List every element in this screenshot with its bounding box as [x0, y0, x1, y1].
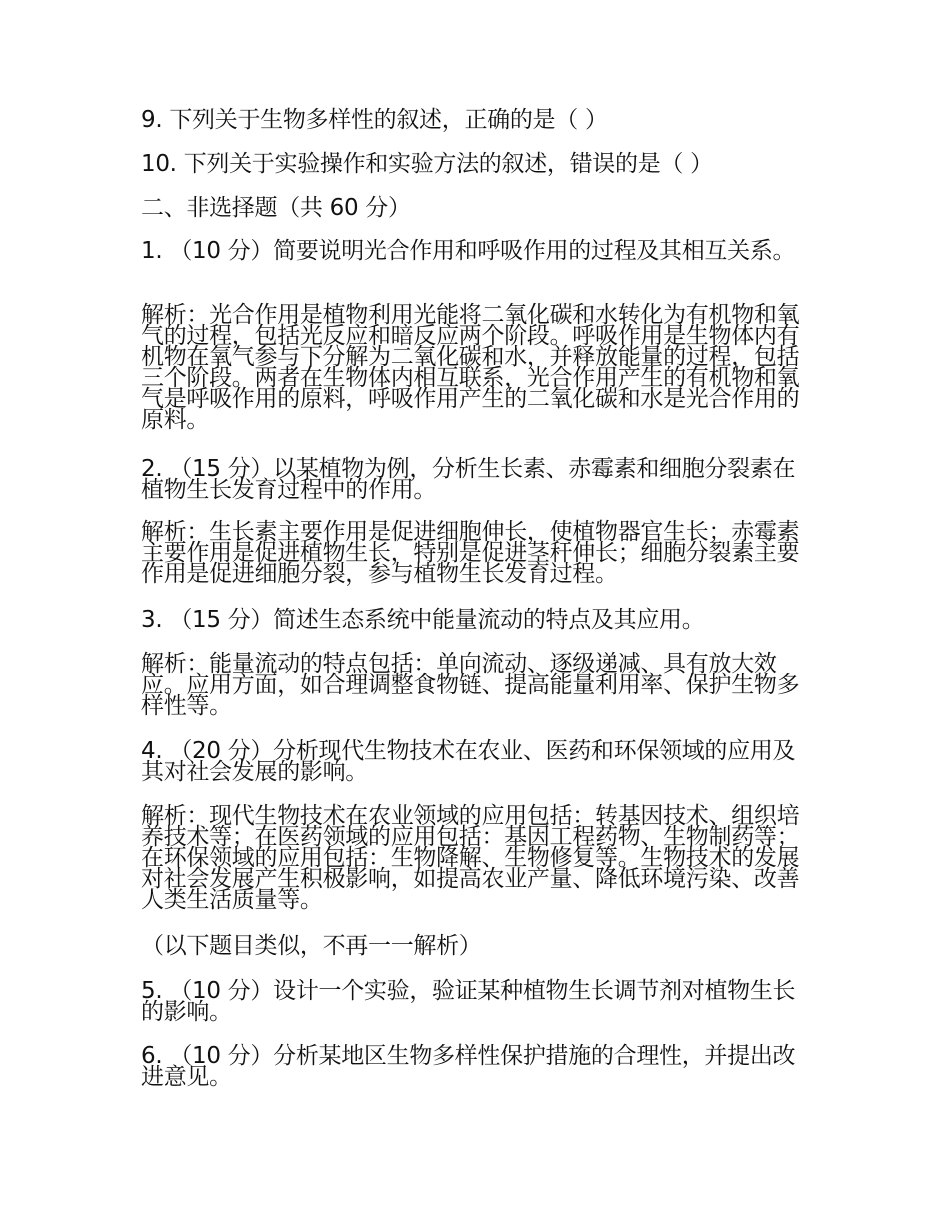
- question-5: 5. （10 分）设计一个实验，验证某种植物生长调节剂对植物生长的影响。: [141, 978, 796, 1025]
- question-9: 9. 下列关于生物多样性的叙述，正确的是（ ）: [141, 107, 608, 133]
- section-heading-non-choice: 二、非选择题（共 60 分）: [141, 195, 411, 221]
- question-6: 6. （10 分）分析某地区生物多样性保护措施的合理性，并提出改进意见。: [141, 1043, 796, 1090]
- note-no-more-analysis: （以下题目类似，不再一一解析）: [141, 933, 482, 959]
- answer-3: 解析：能量流动的特点包括：单向流动、逐级递减、具有放大效应。应用方面，如合理调整食物链、提高能量利用率、保护生物多样性等。: [141, 651, 800, 719]
- question-4: 4. （20 分）分析现代生物技术在农业、医药和环保领域的应用及其对社会发展的影响。: [141, 738, 796, 785]
- question-1: 1. （10 分）简要说明光合作用和呼吸作用的过程及其相互关系。: [141, 238, 796, 264]
- question-2: 2. （15 分）以某植物为例，分析生长素、赤霉素和细胞分裂素在植物生长发育过程中的作用。: [141, 456, 796, 503]
- question-3: 3. （15 分）简述生态系统中能量流动的特点及其应用。: [141, 607, 705, 633]
- answer-1: 解析：光合作用是植物利用光能将二氧化碳和水转化为有机物和氧气的过程，包括光反应和暗反应两个阶段。呼吸作用是生物体内有机物在氧气参与下分解为二氧化碳和水，并释放能量的过程，包括三个阶段。两者在生物体内相互联系，光合作用产生的有机物和氧气是呼吸作用的原料，呼吸作用产生的二氧化碳和水是光合作用的原料。: [141, 302, 800, 433]
- question-10: 10. 下列关于实验操作和实验方法的叙述，错误的是（ ）: [141, 151, 713, 177]
- answer-4: 解析：现代生物技术在农业领域的应用包括：转基因技术、组织培养技术等；在医药领域的应用包括：基因工程药物、生物制药等；在环保领域的应用包括：生物降解、生物修复等。生物技术的发展对社会发展产生积极影响，如提高农业产量、降低环境污染、改善人类生活质量等。: [141, 803, 800, 913]
- answer-2: 解析：生长素主要作用是促进细胞伸长，使植物器官生长；赤霉素主要作用是促进植物生长，特别是促进茎秆伸长；细胞分裂素主要作用是促进细胞分裂，参与植物生长发育过程。: [141, 519, 800, 587]
